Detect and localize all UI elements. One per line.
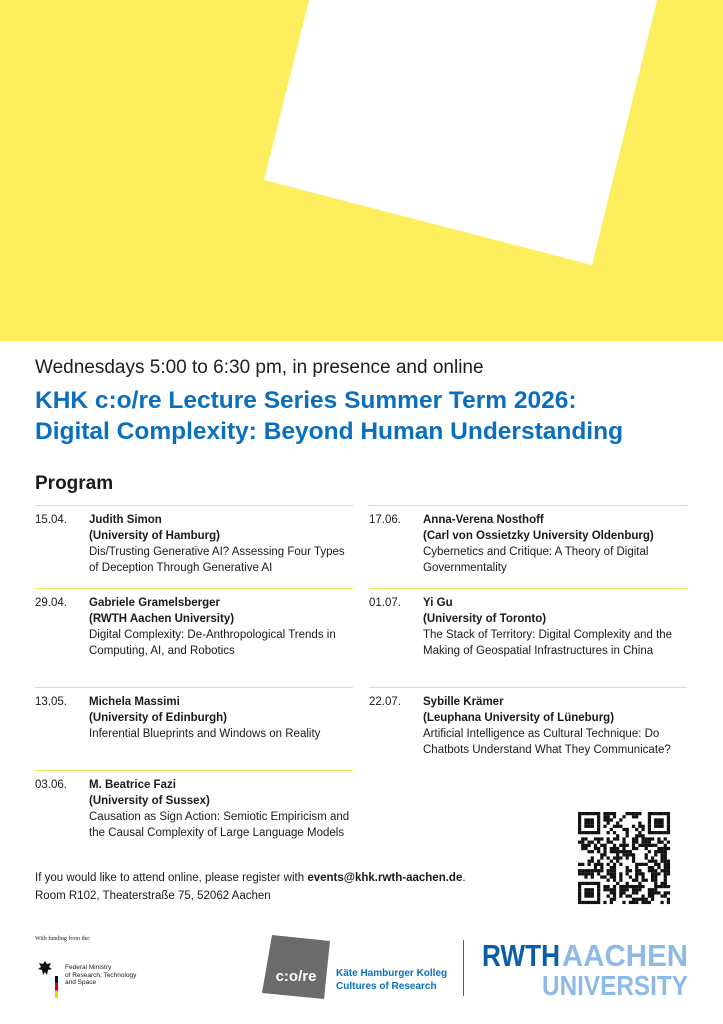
entry-date: 15.04. xyxy=(35,514,67,526)
page-title xyxy=(35,385,623,447)
room-address: Room R102, Theaterstraße 75, 52062 Aachen xyxy=(35,890,271,902)
bmftr-line: of Research, Technology xyxy=(65,971,137,979)
talk-title: Inferential Blueprints and Windows on Reality xyxy=(89,728,321,740)
program-entry xyxy=(35,770,353,861)
entry-date: 03.06. xyxy=(35,779,67,791)
program-heading: Program xyxy=(35,473,114,494)
title-line-1: KHK c:o/re Lecture Series Summer Term 2026: xyxy=(35,387,577,414)
speaker-institution: (University of Sussex) xyxy=(89,795,210,807)
speaker-name: Michela Massimi xyxy=(89,696,180,708)
bmftr-line: and Space xyxy=(65,979,97,986)
aachen-wordmark: AACHEN xyxy=(562,938,688,973)
white-square-graphic xyxy=(262,0,662,265)
hero-banner xyxy=(0,0,723,341)
core-line-2: Cultures of Research xyxy=(336,981,437,992)
bmftr-name xyxy=(65,964,136,987)
university-wordmark: UNIVERSITY xyxy=(542,970,689,1001)
speaker-name: M. Beatrice Fazi xyxy=(89,779,176,791)
bmftr-line: Federal Ministry xyxy=(65,964,112,971)
core-institution xyxy=(336,967,447,993)
program-entry xyxy=(35,505,353,588)
program-entry xyxy=(369,687,687,778)
entry-date: 01.07. xyxy=(369,597,401,609)
talk-title: Causation as Sign Action: Semiotic Empiricism and the Causal Complexity of Large Language Models xyxy=(89,811,350,839)
speaker-name: Yi Gu xyxy=(423,597,453,609)
talk-title: Dis/Trusting Generative AI? Assessing Four Types of Deception Through Generative AI xyxy=(89,546,345,574)
register-text: If you would like to attend online, please register with xyxy=(35,872,308,884)
speaker-institution: (Leuphana University of Lüneburg) xyxy=(423,712,615,724)
register-period: . xyxy=(462,872,466,884)
program-column-right xyxy=(369,505,687,778)
talk-title: Digital Complexity: De-Anthropological Trends in Computing, AI, and Robotics xyxy=(89,629,336,657)
bmftr-logo xyxy=(35,954,155,1004)
core-logo xyxy=(262,935,330,999)
event-subtitle: Wednesdays 5:00 to 6:30 pm, in presence and online xyxy=(35,357,484,378)
program-entry xyxy=(35,588,353,687)
registration-email-link[interactable]: events@khk.rwth-aachen.de xyxy=(307,872,463,884)
registration-info xyxy=(35,869,466,905)
speaker-institution: (University of Toronto) xyxy=(423,613,547,625)
rwth-wordmark: RWTH xyxy=(482,938,560,973)
core-logo-mark: c:o/re xyxy=(275,968,317,985)
talk-title: Artificial Intelligence as Cultural Technique: Do Chatbots Understand What They Communicate? xyxy=(423,728,671,756)
speaker-name: Sybille Krämer xyxy=(423,696,504,708)
entry-date: 29.04. xyxy=(35,597,67,609)
eagle-icon xyxy=(37,960,53,976)
core-line-1: Käte Hamburger Kolleg xyxy=(336,968,448,979)
program-entry xyxy=(369,505,687,588)
entry-date: 13.05. xyxy=(35,696,67,708)
program-entry xyxy=(35,687,353,770)
speaker-institution: (University of Edinburgh) xyxy=(89,712,227,724)
rwth-logo xyxy=(482,938,690,1001)
german-flag-icon xyxy=(55,976,58,998)
talk-title: Cybernetics and Critique: A Theory of Digital Governmentality xyxy=(423,546,649,574)
talk-title: The Stack of Territory: Digital Complexity and the Making of Geospatial Infrastructures in China xyxy=(423,629,673,657)
speaker-institution: (Carl von Ossietzky University Oldenburg) xyxy=(423,530,654,542)
logo-divider xyxy=(463,940,464,996)
speaker-institution: (University of Hamburg) xyxy=(89,530,220,542)
program-entry xyxy=(369,588,687,687)
entry-date: 17.06. xyxy=(369,514,401,526)
speaker-name: Judith Simon xyxy=(89,514,162,526)
program-column-left xyxy=(35,505,353,861)
speaker-name: Gabriele Gramelsberger xyxy=(89,597,221,609)
funding-label: With funding from the: xyxy=(35,936,91,942)
entry-date: 22.07. xyxy=(369,696,401,708)
speaker-institution: (RWTH Aachen University) xyxy=(89,613,235,625)
speaker-name: Anna-Verena Nosthoff xyxy=(423,514,544,526)
title-line-2: Digital Complexity: Beyond Human Understanding xyxy=(35,418,624,445)
qr-code-icon[interactable] xyxy=(578,812,670,904)
